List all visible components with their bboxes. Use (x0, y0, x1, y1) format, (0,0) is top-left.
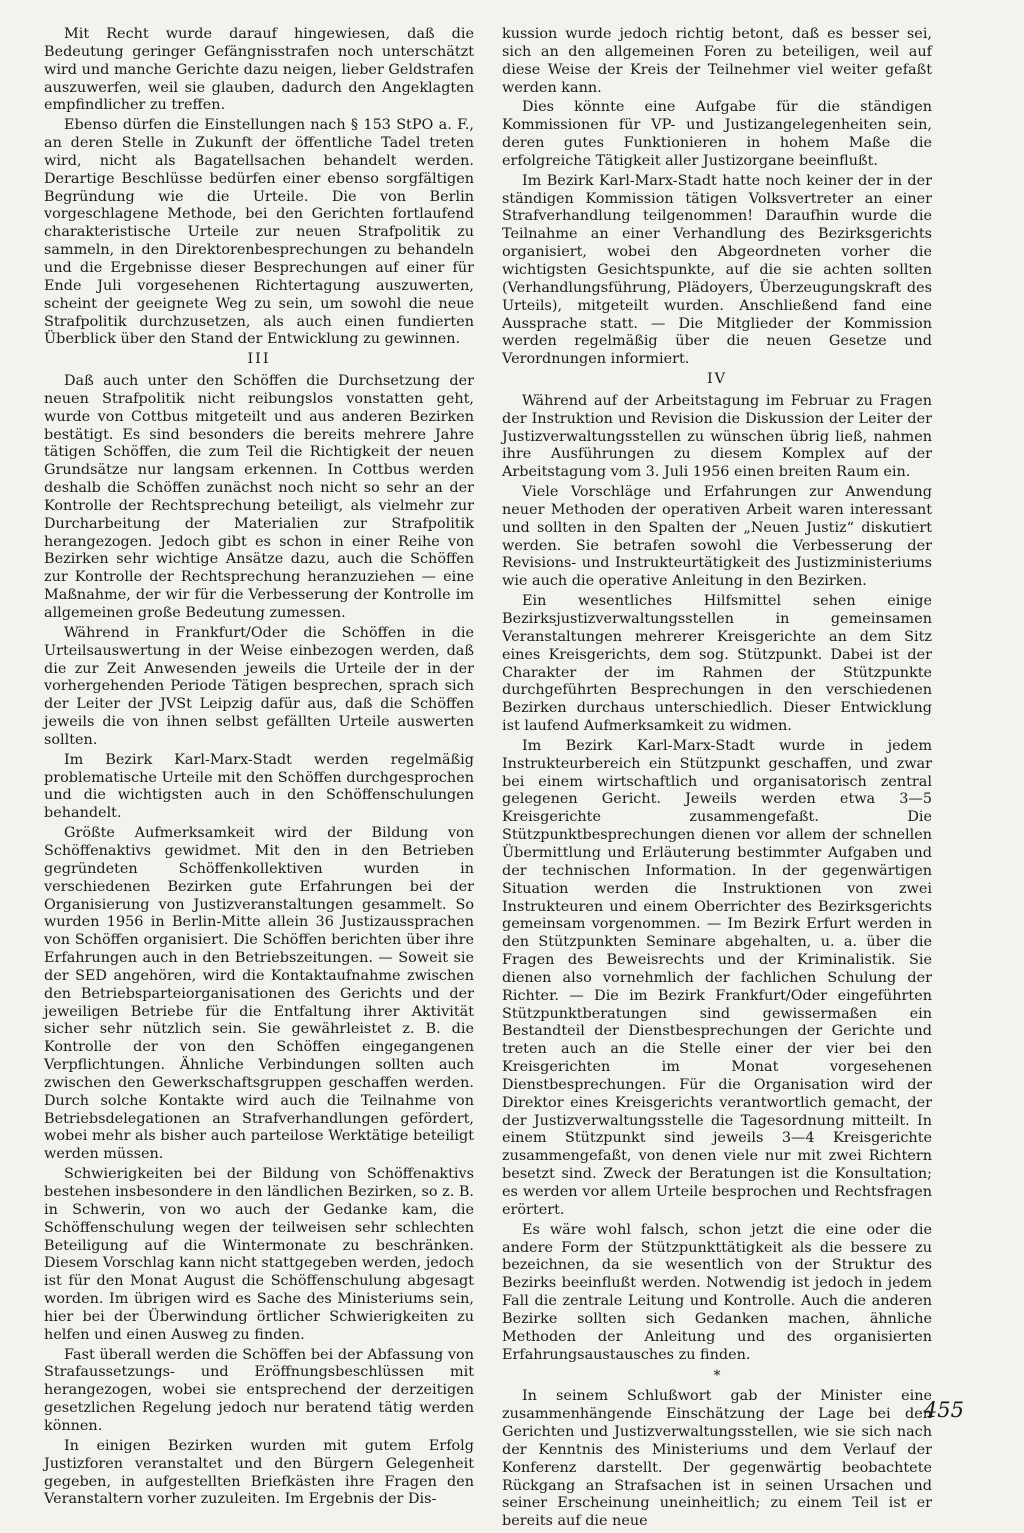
section-separator: * (713, 1368, 721, 1385)
paragraph: Daß auch unter den Schöffen die Durchsetzung der neuen Strafpolitik nicht reibungslos vonstatten geht, wurde von Cottbus mitgeteilt und aus anderen Bezirken bestätigt. Es sind besonders die bereits mehrere Jahre tätigen Schöffen, die zum Teil die Richtigkeit der neuen Grundsätze nur langsam erkennen. In Cottbus werden deshalb die Schöffen zunächst noch nicht so sehr an der Kontrolle der Rechtsprechung beteiligt, als vielmehr zur Durcharbeitung der Materialien zur Strafpolitik herangezogen. Jedoch gibt es schon in einer Reihe von Bezirken sehr wichtige Ansätze dazu, auch die Schöffen zur Kontrolle der Rechtsprechung heranzuziehen — eine Maßnahme, der wir für die Verbesserung der Kontrolle im allgemeinen große Bedeutung zumessen. (44, 373, 474, 621)
paragraph: In einigen Bezirken wurden mit gutem Erfolg Justizforen veranstaltet und den Bürgern Gelegenheit gegeben, in aufgestellten Briefkästen ihre Fragen den Veranstaltern vorher zuzuleiten. Im Ergebnis der Dis- (44, 1437, 474, 1508)
page-number: 455 (923, 1398, 964, 1422)
paragraph: Im Bezirk Karl-Marx-Stadt wurde in jedem Instrukteurbereich ein Stützpunkt geschaffen, und zwar bei einem wirtschaftlich und organisatorisch zentral gelegenen Gericht. Jeweils werden etwa 3—5 Kreisgerichte zusammengefaßt. Die Stützpunktbesprechungen dienen vor allem der schnellen Übermittlung und Erläuterung bestimmter Aufgaben und der technischen Information. In der gegenwärtigen Situation werden die Instruktionen von zwei Instrukteuren und einem Oberrichter des Bezirksgerichts gemeinsam vorgenommen. — Im Bezirk Erfurt werden in den Stützpunkten Seminare abgehalten, u. a. über die Fragen des Beweisrechts und der Kriminalistik. Sie dienen also vornehmlich der fachlichen Schulung der Richter. — Die im Bezirk Frankfurt/Oder eingeführten Stützpunktberatungen sind gewissermaßen ein Bestandteil der Dienstbesprechungen der Gerichte und treten auch an die Stelle einer der vier bei den Kreisgerichten im Monat vorgesehenen Dienstbesprechungen. Für die Organisation wird der Direktor eines Kreisgerichts verantwortlich gemacht, der der Justizverwaltungsstelle die Tagesordnung mitteilt. In einem Stützpunkt sind jeweils 3—4 Kreisgerichte zusammengefaßt, von denen viele nur mit zwei Richtern besetzt sind. Zweck der Beratungen ist die Konsultation; es werden vor allem Urteile besprochen und Rechtsfragen erörtert. (502, 737, 932, 1218)
paragraph: Im Bezirk Karl-Marx-Stadt hatte noch keiner der in der ständigen Kommission tätigen Volksvertreter an einer Strafverhandlung teilgenommen! Daraufhin wurde die Teilnahme an einer Verhandlung des Bezirksgerichts organisiert, wobei den Abgeordneten vorher die wichtigsten Gesichtspunkte, auf die sie achten sollten (Verhandlungsführung, Plädoyers, Überzeugungskraft des Urteils), mitgeteilt wurden. Anschließend fand eine Aussprache statt. — Die Mitglieder der Kommission werden regelmäßig über die neuen Gesetze und Verordnungen informiert. (502, 172, 932, 368)
paragraph: kussion wurde jedoch richtig betont, daß es besser sei, sich an den allgemeinen Foren zu beteiligen, weil auf diese Weise der Kreis der Teilnehmer viel weiter gefaßt werden kann. (502, 26, 932, 96)
section-heading: III (247, 351, 271, 368)
paragraph: Ein wesentliches Hilfsmittel sehen einige Bezirksjustizverwaltungsstellen in gemeinsamen Veranstaltungen mehrerer Kreisgerichte an dem Sitz eines Kreisgerichts, dem sog. Stützpunkt. Dabei ist der Charakter der im Rahmen der Stützpunkte durchgeführten Besprechungen in den verschiedenen Bezirken durchaus unterschiedlich. Dieser Entwicklung ist laufend Aufmerksamkeit zu widmen. (502, 593, 932, 735)
paragraph: In seinem Schlußwort gab der Minister eine zusammenhängende Einschätzung der Lage bei den Gerichten und Justizverwaltungsstellen, wie sie sich nach der Kenntnis des Ministeriums und dem Verlauf der Konferenz darstellt. Der gegenwärtig beobachtete Rückgang an Strafsachen ist in seinen Ursachen und seiner Erscheinung uneinheitlich; zu einem Teil ist er bereits auf die neue (502, 1388, 932, 1530)
paragraph: Fast überall werden die Schöffen bei der Abfassung von Strafaussetzungs- und Eröffnungsbeschlüssen mit herangezogen, wobei sie entsprechend der derzeitigen gesetzlichen Regelung jedoch nur beratend tätig werden können. (44, 1346, 474, 1434)
section-heading: IV (706, 371, 728, 388)
paragraph: Während in Frankfurt/Oder die Schöffen in die Urteilsauswertung in der Weise einbezogen werden, daß die zur Zeit Anwesenden jeweils die Urteile der in der vorhergehenden Periode Tätigen besprechen, sprach sich der Leiter der JVSt Leipzig dafür aus, daß die Schöffen jeweils die von ihnen selbst gefällten Urteile auswerten sollten. (44, 624, 474, 748)
paragraph: Es wäre wohl falsch, schon jetzt die eine oder die andere Form der Stützpunkttätigkeit als die bessere zu bezeichnen, da sie wesentlich von der Struktur des Bezirks beeinflußt werden. Notwendig ist jedoch in jedem Fall die zentrale Leitung und Kontrolle. Auch die anderen Bezirke sollten sich Gedanken machen, ähnliche Methoden der Anleitung und des organisierten Erfahrungsaustausches zu finden. (502, 1221, 932, 1363)
paragraph: Schwierigkeiten bei der Bildung von Schöffenaktivs bestehen insbesondere in den ländlichen Bezirken, so z. B. in Schwerin, von wo auch der Gedanke kam, die Schöffenschulung wegen der teilweisen sehr schlechten Beteiligung auf die Wintermonate zu beschränken. Diesem Vorschlag kann nicht stattgegeben werden, jedoch ist für den Monat August die Schöffenschulung abgesagt worden. Im übrigen wird es Sache des Ministeriums sein, hier bei der Überwindung örtlicher Schwierigkeiten zu helfen und einen Ausweg zu finden. (44, 1166, 474, 1343)
paragraph: Viele Vorschläge und Erfahrungen zur Anwendung neuer Methoden der operativen Arbeit waren interessant und sollten in den Spalten der „Neuen Justiz“ diskutiert werden. Sie betrafen sowohl die Verbesserung der Revisions- und Instrukteurtätigkeit des Justizministeriums wie auch die operative Anleitung in den Bezirken. (502, 484, 932, 590)
paragraph: Ebenso dürfen die Einstellungen nach § 153 StPO a. F., an deren Stelle in Zukunft der öffentliche Tadel treten wird, nicht als Bagatellsachen behandelt werden. Derartige Beschlüsse bedürfen einer ebenso sorgfältigen Begründung wie die Urteile. Die von Berlin vorgeschlagene Methode, bei den Gerichten fortlaufend charakteristische Urteile zur neuen Strafpolitik zu sammeln, in den Direktorenbesprechungen zu behandeln und die Ergebnisse dieser Besprechungen auf einer für Ende Juli vorgesehenen Richtertagung auszuwerten, scheint der geeignete Weg zu sein, um sowohl die neue Strafpolitik durchzusetzen, als auch einen fundierten Überblick über den Stand der Entwicklung zu gewinnen. (44, 117, 474, 348)
paragraph: Während auf der Arbeitstagung im Februar zu Fragen der Instruktion und Revision die Diskussion der Leiter der Justizverwaltungsstellen zu wünschen übrig ließ, nahmen ihre Ausführungen zu diesem Komplex auf der Arbeitstagung vom 3. Juli 1956 einen breiten Raum ein. (502, 392, 932, 481)
right-column (502, 26, 932, 1533)
paragraph: Dies könnte eine Aufgabe für die ständigen Kommissionen für VP- und Justizangelegenheiten sein, deren gutes Funktionieren in hohem Maße die erfolgreiche Tätigkeit aller Justizorgane beeinflußt. (502, 99, 932, 169)
left-column (44, 26, 474, 1511)
paragraph: Mit Recht wurde darauf hingewiesen, daß die Bedeutung geringer Gefängnisstrafen noch unterschätzt wird und manche Gerichte dazu neigen, lieber Geldstrafen auszuwerfen, weil sie glauben, dadurch den Angeklagten empfindlicher zu treffen. (44, 26, 474, 114)
paragraph: Im Bezirk Karl-Marx-Stadt werden regelmäßig problematische Urteile mit den Schöffen durchgesprochen und die wichtigsten auch in den Schöffenschulungen behandelt. (44, 751, 474, 822)
paragraph: Größte Aufmerksamkeit wird der Bildung von Schöffenaktivs gewidmet. Mit den in den Betrieben gegründeten Schöffenkollektiven wurden in verschiedenen Bezirken gute Erfahrungen bei der Organisierung von Justizveranstaltungen gesammelt. So wurden 1956 in Berlin-Mitte allein 36 Justizaussprachen von Schöffen organisiert. Die Schöffen berichten über ihre Erfahrungen auch in den Betriebszeitungen. — Soweit sie der SED angehören, wird die Kontaktaufnahme zwischen den Betriebsparteiorganisationen des Gerichts und der jeweiligen Betriebe für die Entfaltung ihrer Aktivität sicher sehr nützlich sein. Sie gewährleistet z. B. die Kontrolle der von den Schöffen eingegangenen Verpflichtungen. Ähnliche Verbindungen sollten auch zwischen den Gewerkschaftsgruppen geschaffen werden. Durch solche Kontakte wird auch die Teilnahme von Betriebsdelegationen an Strafverhandlungen gefördert, wobei mehr als bisher auch parteilose Werktätige beteiligt werden müssen. (44, 825, 474, 1163)
